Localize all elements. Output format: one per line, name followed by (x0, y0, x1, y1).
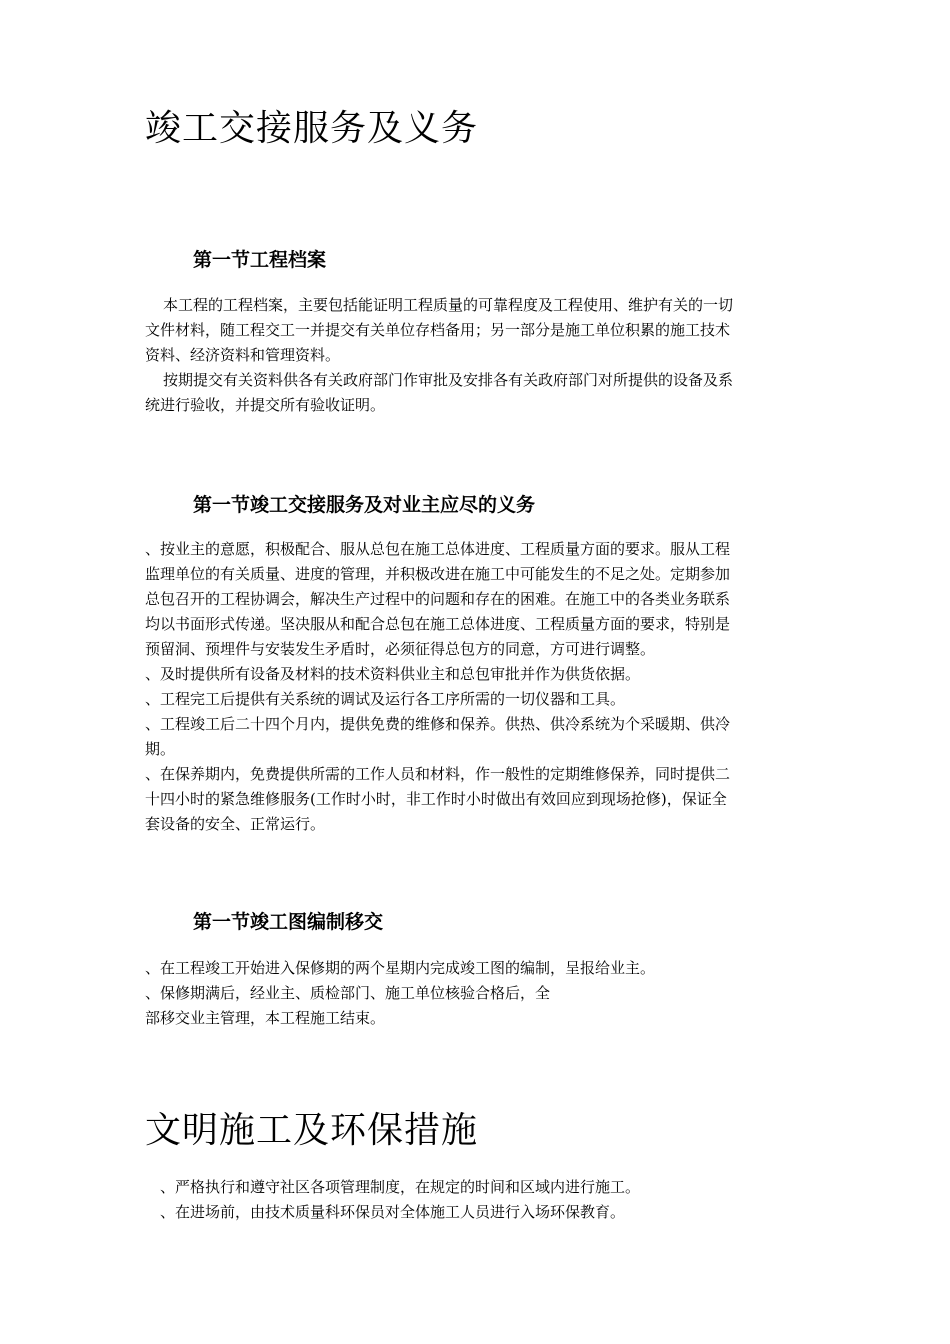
paragraph-line: 本工程的工程档案，主要包括能证明工程质量的可靠程度及工程使用、维护有关的一切 (163, 296, 734, 314)
section-body-handover (145, 537, 807, 837)
paragraph-line: 、及时提供所有设备及材料的技术资料供业主和总包审批并作为供货依据。 (145, 665, 641, 683)
paragraph-line: 按期提交有关资料供各有关政府部门作审批及安排各有关政府部门对所提供的设备及系 (163, 371, 734, 389)
paragraph-line: 总包召开的工程协调会，解决生产过程中的问题和存在的困难。在施工中的各类业务联系 (145, 590, 731, 608)
page-title: 竣工交接服务及义务 (145, 108, 479, 149)
section-heading-handover: 第一节竣工交接服务及对业主应尽的义务 (193, 494, 536, 516)
paragraph-line: 期。 (145, 740, 176, 758)
paragraph-line: 、工程竣工后二十四个月内，提供免费的维修和保养。供热、供冷系统为个采暖期、供冷 (145, 715, 731, 733)
paragraph-line: 、在进场前，由技术质量科环保员对全体施工人员进行入场环保教育。 (160, 1203, 626, 1221)
paragraph-line: 、按业主的意愿，积极配合、服从总包在施工总体进度、工程质量方面的要求。服从工程 (145, 540, 731, 558)
section-body-environment (160, 1175, 822, 1225)
paragraph-line: 统进行验收，并提交所有验收证明。 (145, 396, 386, 414)
paragraph-line: 部移交业主管理，本工程施工结束。 (145, 1009, 386, 1027)
paragraph-line: 文件材料，随工程交工一并提交有关单位存档备用；另一部分是施工单位积累的施工技术 (145, 321, 731, 339)
section-heading-as-built-drawings: 第一节竣工图编制移交 (193, 911, 384, 933)
paragraph-line: 监理单位的有关质量、进度的管理，并积极改进在施工中可能发生的不足之处。定期参加 (145, 565, 731, 583)
section-body-archives (145, 293, 807, 418)
paragraph-line: 、在工程竣工开始进入保修期的两个星期内完成竣工图的编制，呈报给业主。 (145, 959, 656, 977)
paragraph-line: 、严格执行和遵守社区各项管理制度，在规定的时间和区域内进行施工。 (160, 1178, 641, 1196)
paragraph-line: 、工程完工后提供有关系统的调试及运行各工序所需的一切仪器和工具。 (145, 690, 626, 708)
paragraph-line: 资料、经济资料和管理资料。 (145, 346, 341, 364)
paragraph-line: 十四小时的紧急维修服务(工作时小时，非工作时小时做出有效回应到现场抢修)，保证全 (145, 790, 727, 808)
paragraph-line: 预留洞、预埋件与安装发生矛盾时，必须征得总包方的同意，方可进行调整。 (145, 640, 656, 658)
paragraph-line: 套设备的安全、正常运行。 (145, 815, 326, 833)
paragraph-line: 均以书面形式传递。坚决服从和配合总包在施工总体进度、工程质量方面的要求，特别是 (145, 615, 731, 633)
section-heading-archives: 第一节工程档案 (193, 249, 327, 271)
page-title-2: 文明施工及环保措施 (145, 1110, 479, 1151)
paragraph-line: 、在保养期内，免费提供所需的工作人员和材料，作一般性的定期维修保养，同时提供二 (145, 765, 731, 783)
paragraph-line: 、保修期满后，经业主、质检部门、施工单位核验合格后，全 (145, 984, 551, 1002)
section-body-as-built-drawings (145, 956, 807, 1031)
